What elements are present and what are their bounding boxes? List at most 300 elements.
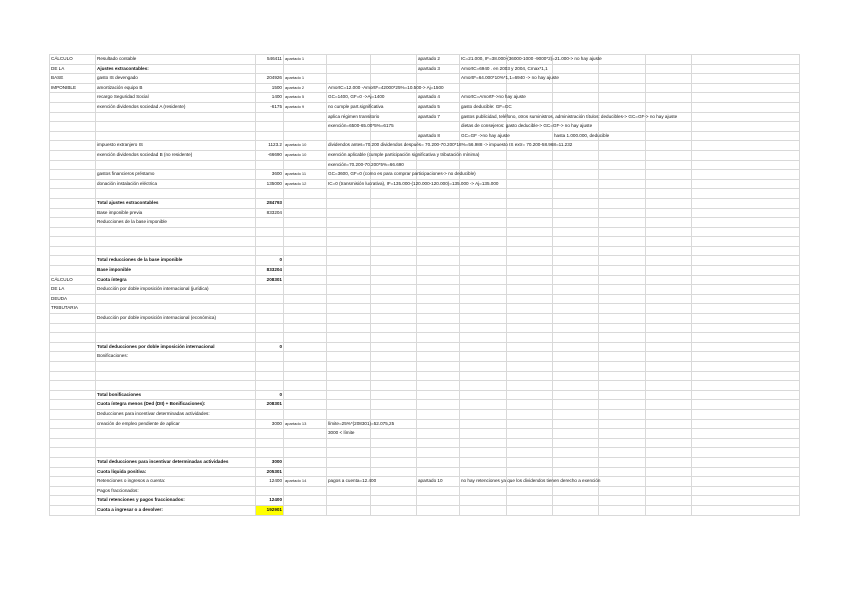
sheet-cell[interactable] — [284, 352, 327, 362]
sheet-cell[interactable] — [553, 323, 599, 333]
sheet-cell[interactable] — [256, 189, 284, 199]
sheet-cell[interactable] — [553, 102, 599, 112]
sheet-cell[interactable]: Reducciones de la base imponible — [96, 218, 256, 228]
sheet-cell[interactable]: Deducción por doble imposición internacional (jurídica) — [96, 285, 256, 295]
sheet-cell[interactable] — [692, 467, 800, 477]
sheet-cell[interactable] — [327, 333, 371, 343]
sheet-cell[interactable] — [50, 256, 96, 266]
sheet-cell[interactable] — [284, 275, 327, 285]
sheet-cell[interactable] — [327, 448, 371, 458]
sheet-cell[interactable] — [553, 486, 599, 496]
sheet-cell[interactable] — [553, 93, 599, 103]
sheet-cell[interactable]: no hay retenciones ya que los dividendos tienen derecho a exención — [460, 477, 507, 487]
sheet-cell[interactable] — [553, 83, 599, 93]
sheet-cell[interactable] — [460, 160, 507, 170]
sheet-cell[interactable] — [692, 477, 800, 487]
sheet-cell[interactable]: apartado 1 — [284, 55, 327, 65]
sheet-cell[interactable] — [256, 160, 284, 170]
sheet-cell[interactable] — [507, 275, 553, 285]
sheet-cell[interactable] — [692, 457, 800, 467]
sheet-cell[interactable] — [599, 390, 646, 400]
sheet-cell[interactable] — [50, 467, 96, 477]
sheet-cell[interactable] — [327, 352, 371, 362]
sheet-cell[interactable]: apartado 14 — [284, 477, 327, 487]
sheet-cell[interactable] — [50, 160, 96, 170]
sheet-cell[interactable] — [553, 246, 599, 256]
sheet-cell[interactable] — [284, 208, 327, 218]
sheet-cell[interactable]: 208301 — [256, 275, 284, 285]
sheet-cell[interactable] — [417, 381, 460, 391]
sheet-cell[interactable] — [460, 400, 507, 410]
sheet-cell[interactable] — [460, 362, 507, 372]
sheet-cell[interactable] — [692, 179, 800, 189]
sheet-cell[interactable] — [553, 189, 599, 199]
sheet-cell[interactable] — [284, 390, 327, 400]
sheet-cell[interactable] — [50, 170, 96, 180]
sheet-cell[interactable] — [96, 429, 256, 439]
sheet-cell[interactable] — [371, 131, 417, 141]
sheet-cell[interactable] — [50, 438, 96, 448]
sheet-cell[interactable] — [553, 285, 599, 295]
sheet-cell[interactable] — [327, 304, 371, 314]
sheet-cell[interactable] — [371, 409, 417, 419]
sheet-cell[interactable]: Cuota íntegra — [96, 275, 256, 285]
sheet-cell[interactable] — [692, 74, 800, 84]
sheet-cell[interactable] — [256, 323, 284, 333]
sheet-cell[interactable]: 135000 — [256, 179, 284, 189]
sheet-cell[interactable] — [646, 131, 692, 141]
sheet-cell[interactable] — [327, 74, 371, 84]
sheet-cell[interactable] — [646, 218, 692, 228]
sheet-cell[interactable] — [646, 141, 692, 151]
sheet-cell[interactable]: CÁLCULO — [50, 275, 96, 285]
sheet-cell[interactable] — [599, 93, 646, 103]
sheet-cell[interactable] — [371, 304, 417, 314]
sheet-cell[interactable] — [284, 198, 327, 208]
sheet-cell[interactable] — [417, 429, 460, 439]
sheet-cell[interactable] — [692, 429, 800, 439]
sheet-cell[interactable] — [371, 323, 417, 333]
sheet-cell[interactable] — [646, 285, 692, 295]
sheet-cell[interactable] — [50, 112, 96, 122]
sheet-cell[interactable] — [692, 246, 800, 256]
sheet-cell[interactable] — [507, 294, 553, 304]
sheet-cell[interactable] — [284, 314, 327, 324]
sheet-cell[interactable] — [507, 237, 553, 247]
sheet-cell[interactable] — [256, 122, 284, 132]
sheet-cell[interactable] — [646, 304, 692, 314]
sheet-cell[interactable] — [371, 342, 417, 352]
sheet-cell[interactable] — [417, 333, 460, 343]
sheet-cell[interactable] — [256, 409, 284, 419]
sheet-cell[interactable] — [460, 390, 507, 400]
sheet-cell[interactable] — [599, 333, 646, 343]
sheet-cell[interactable] — [327, 457, 371, 467]
sheet-cell[interactable] — [692, 342, 800, 352]
sheet-cell[interactable] — [50, 141, 96, 151]
sheet-cell[interactable] — [460, 333, 507, 343]
sheet-cell[interactable] — [284, 304, 327, 314]
sheet-cell[interactable]: límite=25%*(208301)=52.075,25 — [327, 419, 371, 429]
sheet-cell[interactable] — [327, 362, 371, 372]
sheet-cell[interactable]: Ajustes extracontables: — [96, 64, 256, 74]
sheet-cell[interactable] — [371, 467, 417, 477]
sheet-cell[interactable]: apartado 11 — [284, 170, 327, 180]
sheet-cell[interactable] — [50, 246, 96, 256]
sheet-cell[interactable] — [553, 400, 599, 410]
sheet-cell[interactable] — [646, 160, 692, 170]
sheet-cell[interactable] — [692, 438, 800, 448]
sheet-cell[interactable] — [284, 237, 327, 247]
sheet-cell[interactable] — [692, 333, 800, 343]
sheet-cell[interactable]: GC=GF ->no hay ajuste — [460, 131, 507, 141]
sheet-cell[interactable] — [553, 390, 599, 400]
sheet-cell[interactable] — [371, 371, 417, 381]
sheet-cell[interactable] — [284, 448, 327, 458]
sheet-cell[interactable] — [371, 390, 417, 400]
sheet-cell[interactable] — [692, 314, 800, 324]
sheet-cell[interactable] — [371, 429, 417, 439]
sheet-cell[interactable] — [507, 390, 553, 400]
sheet-cell[interactable] — [646, 314, 692, 324]
sheet-cell[interactable] — [417, 352, 460, 362]
sheet-cell[interactable] — [460, 83, 507, 93]
sheet-cell[interactable] — [553, 314, 599, 324]
sheet-cell[interactable] — [371, 198, 417, 208]
sheet-cell[interactable] — [417, 74, 460, 84]
sheet-cell[interactable] — [256, 304, 284, 314]
sheet-cell[interactable] — [371, 64, 417, 74]
sheet-cell[interactable] — [692, 64, 800, 74]
sheet-cell[interactable] — [599, 294, 646, 304]
sheet-cell[interactable] — [371, 333, 417, 343]
sheet-cell[interactable] — [599, 64, 646, 74]
sheet-cell[interactable] — [692, 419, 800, 429]
sheet-cell[interactable] — [553, 256, 599, 266]
sheet-cell[interactable] — [50, 390, 96, 400]
sheet-cell[interactable] — [599, 122, 646, 132]
sheet-cell[interactable] — [553, 496, 599, 506]
sheet-cell[interactable] — [256, 131, 284, 141]
sheet-cell[interactable] — [284, 323, 327, 333]
sheet-cell[interactable] — [646, 390, 692, 400]
sheet-cell[interactable] — [327, 246, 371, 256]
sheet-cell[interactable]: no cumple part.significativa — [327, 102, 371, 112]
sheet-cell[interactable] — [646, 227, 692, 237]
sheet-cell[interactable] — [371, 362, 417, 372]
sheet-cell[interactable] — [50, 314, 96, 324]
sheet-cell[interactable] — [417, 409, 460, 419]
sheet-cell[interactable]: Total reducciones de la base imponible — [96, 256, 256, 266]
sheet-cell[interactable] — [553, 179, 599, 189]
sheet-cell[interactable] — [371, 438, 417, 448]
sheet-cell[interactable] — [646, 333, 692, 343]
sheet-cell[interactable] — [507, 362, 553, 372]
sheet-cell[interactable] — [371, 352, 417, 362]
sheet-cell[interactable] — [50, 227, 96, 237]
sheet-cell[interactable]: Bonificaciones: — [96, 352, 256, 362]
sheet-cell[interactable] — [646, 477, 692, 487]
sheet-cell[interactable] — [50, 352, 96, 362]
sheet-cell[interactable] — [599, 83, 646, 93]
sheet-cell[interactable] — [256, 246, 284, 256]
sheet-cell[interactable] — [417, 208, 460, 218]
sheet-cell[interactable]: 0 — [256, 342, 284, 352]
sheet-cell[interactable] — [507, 246, 553, 256]
sheet-cell[interactable] — [460, 323, 507, 333]
sheet-cell[interactable] — [692, 275, 800, 285]
sheet-cell[interactable] — [507, 486, 553, 496]
sheet-cell[interactable] — [507, 304, 553, 314]
sheet-cell[interactable] — [327, 438, 371, 448]
sheet-cell[interactable] — [371, 457, 417, 467]
sheet-cell[interactable] — [284, 246, 327, 256]
sheet-cell[interactable] — [599, 74, 646, 84]
sheet-cell[interactable]: recargo Seguridad Social — [96, 93, 256, 103]
sheet-cell[interactable] — [692, 198, 800, 208]
sheet-cell[interactable] — [553, 266, 599, 276]
sheet-cell[interactable] — [417, 342, 460, 352]
sheet-cell[interactable] — [460, 486, 507, 496]
sheet-cell[interactable]: DE LA — [50, 285, 96, 295]
sheet-cell[interactable] — [371, 246, 417, 256]
sheet-cell[interactable] — [50, 477, 96, 487]
sheet-cell[interactable] — [507, 285, 553, 295]
sheet-cell[interactable] — [553, 333, 599, 343]
sheet-cell[interactable] — [646, 189, 692, 199]
sheet-cell[interactable] — [417, 419, 460, 429]
sheet-cell[interactable] — [599, 266, 646, 276]
sheet-cell[interactable]: apartado 13 — [284, 419, 327, 429]
sheet-cell[interactable]: Total bonificaciones — [96, 390, 256, 400]
sheet-cell[interactable] — [692, 141, 800, 151]
sheet-cell[interactable] — [284, 429, 327, 439]
sheet-cell[interactable] — [599, 170, 646, 180]
sheet-cell[interactable] — [460, 342, 507, 352]
sheet-cell[interactable] — [96, 371, 256, 381]
sheet-cell[interactable] — [646, 208, 692, 218]
sheet-cell[interactable] — [327, 266, 371, 276]
sheet-cell[interactable] — [284, 505, 327, 515]
sheet-cell[interactable] — [553, 198, 599, 208]
sheet-cell[interactable] — [327, 256, 371, 266]
sheet-cell[interactable] — [692, 381, 800, 391]
sheet-cell[interactable] — [646, 64, 692, 74]
sheet-cell[interactable] — [284, 438, 327, 448]
sheet-cell[interactable] — [507, 419, 553, 429]
sheet-cell[interactable]: Deducción por doble imposición internacional (económica) — [96, 314, 256, 324]
sheet-cell[interactable] — [50, 419, 96, 429]
sheet-cell[interactable] — [553, 294, 599, 304]
sheet-cell[interactable] — [553, 505, 599, 515]
sheet-cell[interactable] — [256, 237, 284, 247]
sheet-cell[interactable] — [460, 218, 507, 228]
sheet-cell[interactable] — [599, 141, 646, 151]
sheet-cell[interactable] — [460, 237, 507, 247]
sheet-cell[interactable] — [460, 457, 507, 467]
sheet-cell[interactable] — [417, 218, 460, 228]
sheet-cell[interactable] — [256, 381, 284, 391]
sheet-cell[interactable] — [507, 266, 553, 276]
sheet-cell[interactable] — [417, 256, 460, 266]
sheet-cell[interactable] — [284, 381, 327, 391]
sheet-cell[interactable]: gasto deducible: GF=GC — [460, 102, 507, 112]
sheet-cell[interactable]: AmortF=64.000*10%*1,1=6940 -> no hay ajuste — [460, 74, 507, 84]
sheet-cell[interactable] — [646, 93, 692, 103]
sheet-cell[interactable] — [417, 362, 460, 372]
sheet-cell[interactable] — [460, 467, 507, 477]
sheet-cell[interactable]: 3000 — [256, 457, 284, 467]
sheet-cell[interactable] — [599, 218, 646, 228]
sheet-cell[interactable] — [646, 400, 692, 410]
sheet-cell[interactable] — [553, 304, 599, 314]
sheet-cell[interactable] — [284, 467, 327, 477]
sheet-cell[interactable]: apartado 5 — [284, 93, 327, 103]
sheet-cell[interactable]: apartado 7 — [417, 112, 460, 122]
sheet-cell[interactable] — [507, 496, 553, 506]
sheet-cell[interactable] — [327, 237, 371, 247]
sheet-cell[interactable]: dietas de consejeros: gasto deducible-> GC=GF-> no hay ajuste — [460, 122, 507, 132]
sheet-cell[interactable] — [507, 448, 553, 458]
sheet-cell[interactable] — [692, 256, 800, 266]
sheet-cell[interactable]: Cuota a ingresar o a devolver: — [96, 505, 256, 515]
sheet-cell[interactable] — [417, 198, 460, 208]
sheet-cell[interactable] — [256, 64, 284, 74]
sheet-cell[interactable] — [256, 333, 284, 343]
sheet-cell[interactable] — [599, 486, 646, 496]
sheet-cell[interactable] — [460, 438, 507, 448]
sheet-cell[interactable] — [417, 294, 460, 304]
sheet-cell[interactable] — [507, 83, 553, 93]
sheet-cell[interactable] — [50, 179, 96, 189]
sheet-cell[interactable] — [507, 352, 553, 362]
sheet-cell[interactable] — [553, 467, 599, 477]
sheet-cell[interactable] — [692, 266, 800, 276]
sheet-cell[interactable] — [327, 189, 371, 199]
sheet-cell[interactable]: apartado 9 — [284, 102, 327, 112]
sheet-cell[interactable] — [460, 409, 507, 419]
sheet-cell[interactable]: apartado 2 — [417, 55, 460, 65]
sheet-cell[interactable] — [646, 409, 692, 419]
sheet-cell[interactable] — [692, 352, 800, 362]
sheet-cell[interactable] — [460, 275, 507, 285]
sheet-cell[interactable] — [327, 227, 371, 237]
sheet-cell[interactable] — [553, 237, 599, 247]
sheet-cell[interactable] — [692, 400, 800, 410]
sheet-cell[interactable] — [599, 419, 646, 429]
sheet-cell[interactable] — [692, 448, 800, 458]
sheet-cell[interactable]: IC=0 (transmisión lucrativa), IF=135.000-(120.000-120.000)=135.000 -> Aj=135.000 — [327, 179, 371, 189]
sheet-cell[interactable] — [507, 429, 553, 439]
sheet-cell[interactable] — [553, 208, 599, 218]
sheet-cell[interactable] — [327, 294, 371, 304]
sheet-cell[interactable]: Total retenciones y pagos fraccionados: — [96, 496, 256, 506]
sheet-cell[interactable] — [50, 93, 96, 103]
sheet-cell[interactable]: DEUDA — [50, 294, 96, 304]
sheet-cell[interactable] — [50, 362, 96, 372]
sheet-cell[interactable] — [417, 314, 460, 324]
sheet-cell[interactable] — [553, 409, 599, 419]
sheet-cell[interactable] — [460, 419, 507, 429]
sheet-cell[interactable]: 546411 — [256, 55, 284, 65]
sheet-cell[interactable] — [599, 208, 646, 218]
sheet-cell[interactable]: dividendos antes=70.200 dividendos después= 70.200-70.200*18%=56.988 -> impuesto IS extr= 70.200-58.968=11.232 — [327, 141, 371, 151]
sheet-cell[interactable] — [599, 438, 646, 448]
sheet-cell[interactable] — [646, 122, 692, 132]
sheet-cell[interactable]: 12400 — [256, 477, 284, 487]
sheet-cell[interactable] — [327, 323, 371, 333]
sheet-cell[interactable] — [646, 438, 692, 448]
sheet-cell[interactable] — [460, 314, 507, 324]
sheet-cell[interactable] — [284, 189, 327, 199]
sheet-cell[interactable] — [553, 371, 599, 381]
sheet-cell[interactable] — [327, 55, 371, 65]
sheet-cell[interactable]: AmortC=AmortF->no hay ajuste — [460, 93, 507, 103]
sheet-cell[interactable] — [50, 486, 96, 496]
sheet-cell[interactable] — [50, 409, 96, 419]
sheet-cell[interactable]: apartado 10 — [284, 141, 327, 151]
sheet-cell[interactable] — [692, 83, 800, 93]
sheet-cell[interactable]: 3600 — [256, 170, 284, 180]
sheet-cell[interactable] — [692, 362, 800, 372]
sheet-cell[interactable]: impuesto extranjero IS — [96, 141, 256, 151]
sheet-cell[interactable] — [507, 131, 553, 141]
sheet-cell[interactable]: 3000 — [256, 419, 284, 429]
sheet-cell[interactable] — [599, 246, 646, 256]
sheet-cell[interactable] — [284, 333, 327, 343]
sheet-cell[interactable] — [371, 256, 417, 266]
sheet-cell[interactable] — [599, 285, 646, 295]
sheet-cell[interactable]: exención dividendos sociedad A (residente) — [96, 102, 256, 112]
sheet-cell[interactable]: Base imponible previa — [96, 208, 256, 218]
sheet-cell[interactable]: IC=21.000, IF=38.000-(36000-1000 -9000*2)=21.000-> no hay ajuste — [460, 55, 507, 65]
sheet-cell[interactable] — [692, 102, 800, 112]
sheet-cell[interactable] — [417, 122, 460, 132]
sheet-cell[interactable] — [327, 467, 371, 477]
sheet-cell[interactable] — [507, 467, 553, 477]
sheet-cell[interactable] — [327, 208, 371, 218]
sheet-cell[interactable] — [417, 467, 460, 477]
sheet-cell[interactable] — [327, 198, 371, 208]
sheet-cell[interactable] — [327, 218, 371, 228]
sheet-cell[interactable]: exención aplicable (cumple participación significativa y tributación mínima) — [327, 150, 371, 160]
sheet-cell[interactable] — [646, 362, 692, 372]
sheet-cell[interactable] — [327, 64, 371, 74]
sheet-cell[interactable] — [507, 208, 553, 218]
sheet-cell[interactable] — [692, 505, 800, 515]
sheet-cell[interactable] — [599, 160, 646, 170]
sheet-cell[interactable] — [646, 266, 692, 276]
sheet-cell[interactable] — [646, 457, 692, 467]
sheet-cell[interactable] — [692, 227, 800, 237]
sheet-cell[interactable] — [599, 227, 646, 237]
sheet-cell[interactable] — [599, 381, 646, 391]
sheet-cell[interactable] — [417, 438, 460, 448]
sheet-cell[interactable]: gastos publicidad, teléfono, otros suministros, administración títulos: deducibles-> GC=GF-> no hay ajuste — [460, 112, 507, 122]
sheet-cell[interactable]: GC=1400, GF=0 ->Aj=1400 — [327, 93, 371, 103]
sheet-cell[interactable]: -66690 — [256, 150, 284, 160]
sheet-cell[interactable]: hasta 1.000.000, deducible — [553, 131, 599, 141]
sheet-cell[interactable] — [599, 237, 646, 247]
sheet-cell[interactable]: creación de empleo pendiente de aplicar — [96, 419, 256, 429]
sheet-cell[interactable] — [417, 189, 460, 199]
sheet-cell[interactable]: 1123.2 — [256, 141, 284, 151]
sheet-cell[interactable] — [507, 409, 553, 419]
sheet-cell[interactable]: apartado 4 — [417, 93, 460, 103]
sheet-cell[interactable] — [417, 323, 460, 333]
sheet-cell[interactable] — [371, 227, 417, 237]
sheet-cell[interactable] — [50, 448, 96, 458]
